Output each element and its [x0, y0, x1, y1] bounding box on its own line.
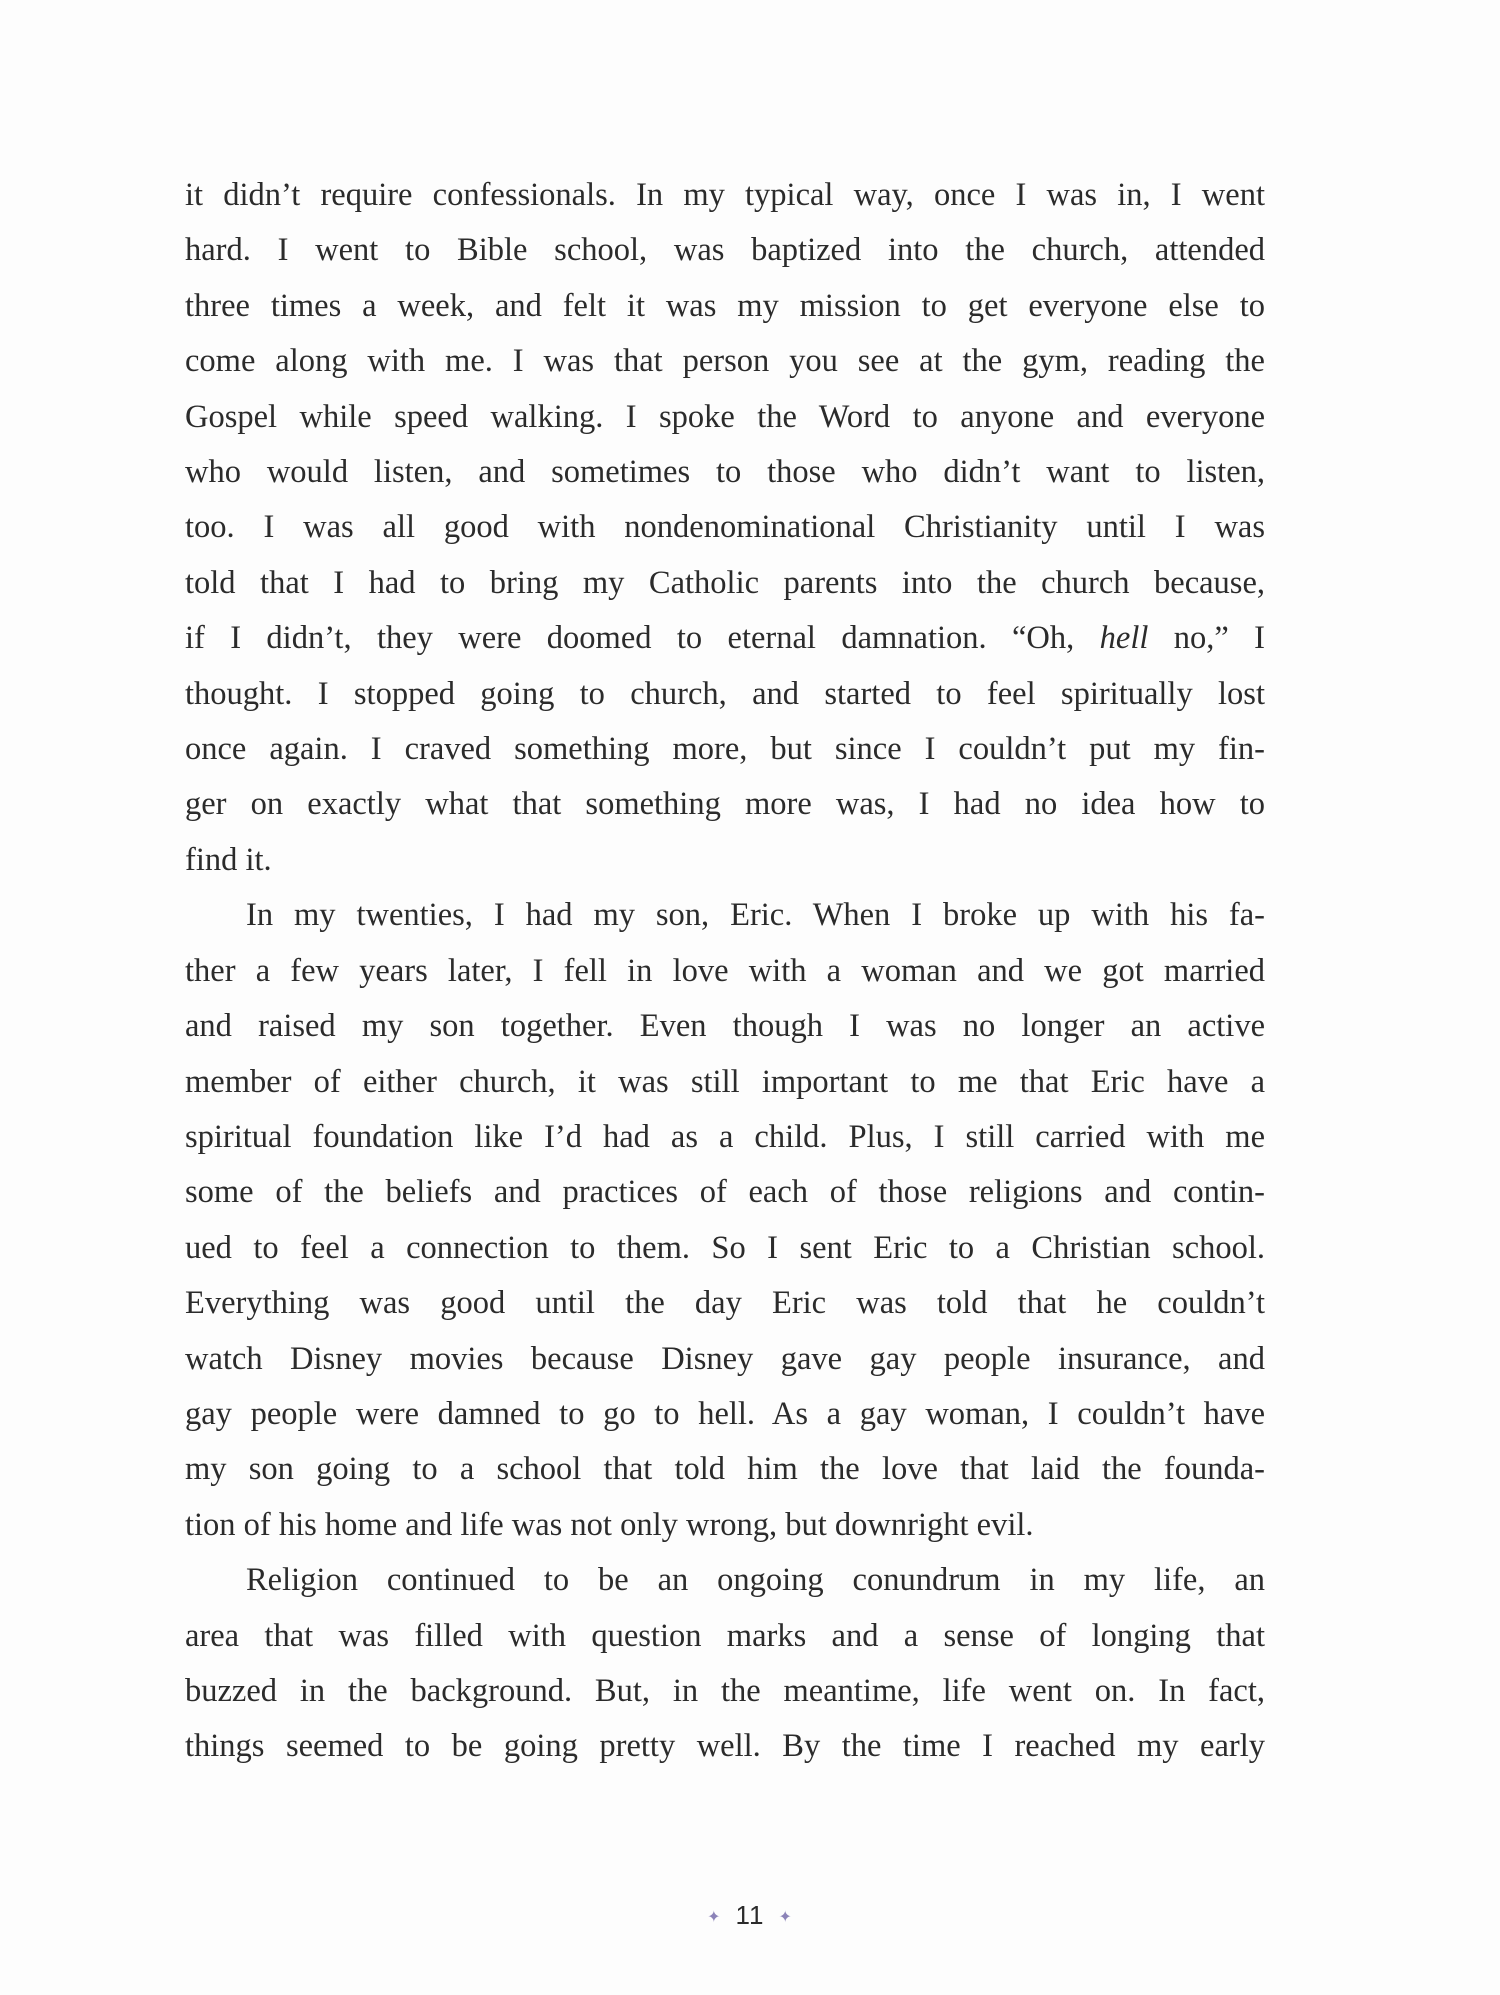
ornament-left-icon: ✦	[707, 1909, 722, 1927]
text-line: hard. I went to Bible school, was baptized into the church, attended	[185, 232, 1265, 269]
text-line: watch Disney movies because Disney gave gay people insurance, and	[185, 1340, 1265, 1377]
text-line: some of the beliefs and practices of each of those religions and contin-	[185, 1174, 1265, 1211]
text-line: member of either church, it was still important to me that Eric have a	[185, 1063, 1265, 1100]
page-footer	[0, 1900, 1500, 1931]
text-line: come along with me. I was that person you see at the gym, reading the	[185, 343, 1265, 380]
text-line: once again. I craved something more, but since I couldn’t put my fin-	[185, 731, 1265, 768]
text-line: ued to feel a connection to them. So I sent Eric to a Christian school.	[185, 1229, 1265, 1266]
text-line: told that I had to bring my Catholic parents into the church because,	[185, 564, 1265, 601]
text-line: area that was filled with question marks and a sense of longing that	[185, 1617, 1265, 1654]
text-line: buzzed in the background. But, in the meantime, life went on. In fact,	[185, 1672, 1265, 1709]
text-line: ger on exactly what that something more was, I had no idea how to	[185, 786, 1265, 823]
paragraph-1	[185, 168, 1265, 888]
text-line: In my twenties, I had my son, Eric. When I broke up with his fa-	[246, 897, 1265, 934]
text-line: find it.	[185, 841, 272, 878]
text-line: my son going to a school that told him the love that laid the founda-	[185, 1451, 1265, 1488]
text-line: things seemed to be going pretty well. By the time I reached my early	[185, 1728, 1265, 1765]
ornament-right-icon: ✦	[778, 1909, 793, 1927]
text-line: three times a week, and felt it was my mission to get everyone else to	[185, 287, 1265, 324]
text-line: it didn’t require confessionals. In my typical way, once I was in, I went	[185, 177, 1265, 213]
text-line: who would listen, and sometimes to those who didn’t want to listen,	[185, 454, 1265, 491]
text-line: Gospel while speed walking. I spoke the Word to anyone and everyone	[185, 398, 1265, 435]
text-line-emphasis: if I didn’t, they were doomed to eternal damnation. “Oh, hell no,” I	[185, 620, 1266, 657]
paragraph-3	[185, 1553, 1265, 1775]
text-line: Everything was good until the day Eric was told that he couldn’t	[185, 1285, 1265, 1322]
paragraph-2	[185, 888, 1265, 1553]
text-line: too. I was all good with nondenominational Christianity until I was	[185, 509, 1265, 546]
body-text	[185, 168, 1265, 1775]
text-line: tion of his home and life was not only wrong, but downright evil.	[185, 1506, 1034, 1543]
emphasis-word: hell	[1099, 620, 1149, 657]
text-line: spiritual foundation like I’d had as a child. Plus, I still carried with me	[185, 1118, 1265, 1155]
text-line: ther a few years later, I fell in love with a woman and we got married	[185, 952, 1265, 989]
text-line: Religion continued to be an ongoing conundrum in my life, an	[246, 1562, 1265, 1599]
page-number: 11	[735, 1900, 765, 1930]
text-line: and raised my son together. Even though I was no longer an active	[185, 1008, 1265, 1045]
text-line: thought. I stopped going to church, and started to feel spiritually lost	[185, 675, 1265, 712]
text-line: gay people were damned to go to hell. As a gay woman, I couldn’t have	[185, 1395, 1265, 1432]
